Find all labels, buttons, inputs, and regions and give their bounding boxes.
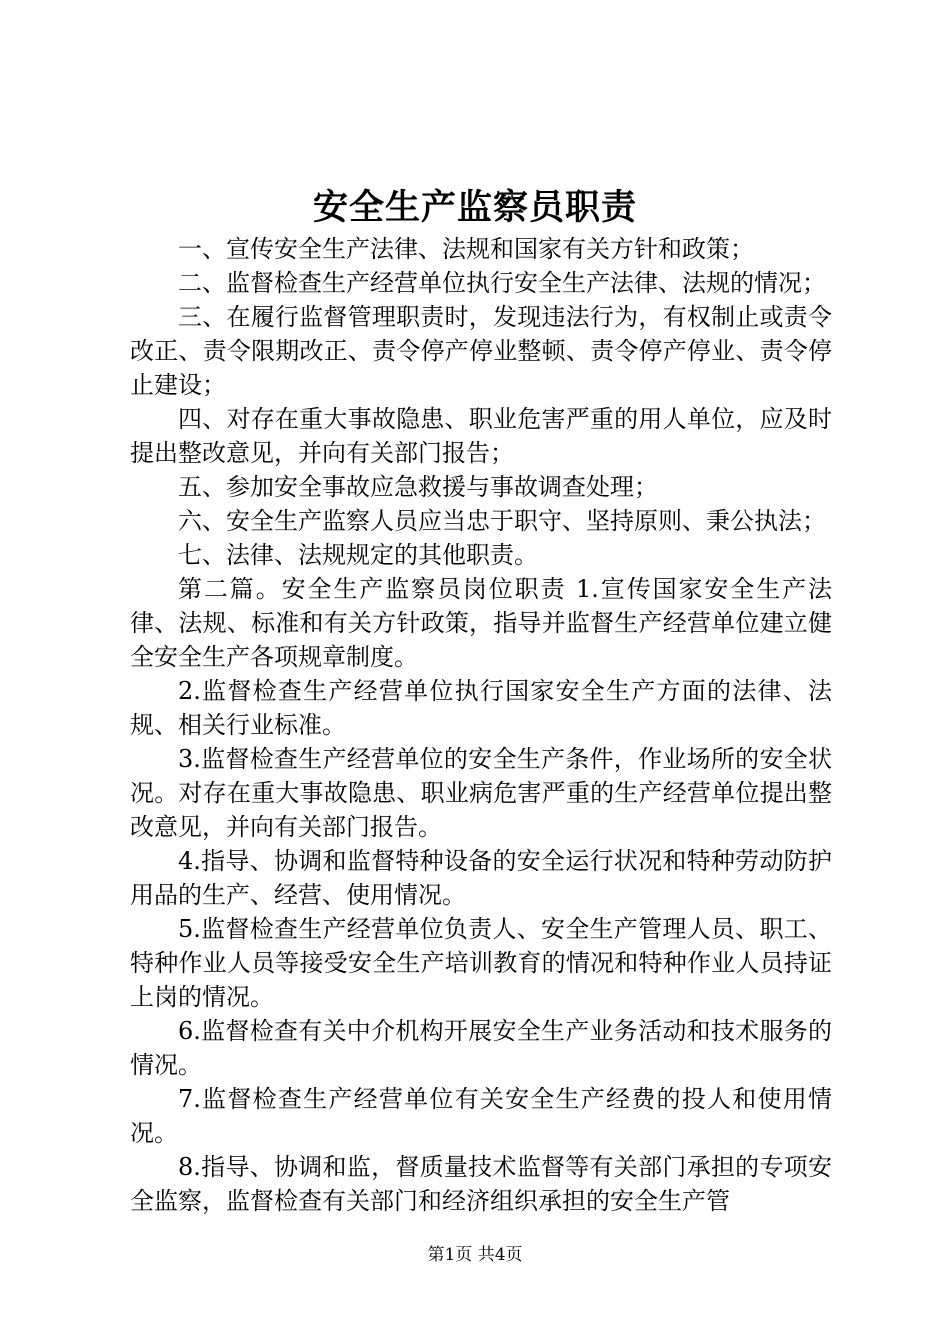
document-body bbox=[130, 232, 832, 1218]
document-title: 安全生产监察员职责 bbox=[312, 187, 637, 228]
page-footer: 第1页 共4页 bbox=[427, 1245, 523, 1265]
paragraph: 四、对存在重大事故隐患、职业危害严重的用人单位，应及时提出整改意见，并向有关部门报告； bbox=[130, 405, 832, 467]
paragraph: 6.监督检查有关中介机构开展安全生产业务活动和技术服务的情况。 bbox=[130, 1017, 832, 1079]
paragraph: 8.指导、协调和监，督质量技术监督等有关部门承担的专项安全监察，监督检查有关部门和经济组织承担的安全生产管 bbox=[130, 1153, 832, 1215]
paragraph: 六、安全生产监察人员应当忠于职守、坚持原则、秉公执法； bbox=[178, 507, 826, 535]
paragraph: 七、法律、法规规定的其他职责。 bbox=[178, 541, 538, 569]
paragraph: 第二篇。安全生产监察员岗位职责 1.宣传国家安全生产法律、法规、标准和有关方针政策，指导并监督生产经营单位建立健全安全生产各项规章制度。 bbox=[130, 575, 832, 671]
paragraph: 5.监督检查生产经营单位负责人、安全生产管理人员、职工、特种作业人员等接受安全生产培训教育的情况和特种作业人员持证上岗的情况。 bbox=[130, 915, 832, 1011]
paragraph: 3.监督检查生产经营单位的安全生产条件，作业场所的安全状况。对存在重大事故隐患、职业病危害严重的生产经营单位提出整改意见，并向有关部门报告。 bbox=[130, 745, 832, 841]
paragraph: 五、参加安全事故应急救援与事故调查处理； bbox=[178, 473, 658, 501]
paragraph: 三、在履行监督管理职责时，发现违法行为，有权制止或责令改正、责令限期改正、责令停产停业整顿、责令停产停业、责令停止建设； bbox=[130, 303, 832, 399]
paragraph: 二、监督检查生产经营单位执行安全生产法律、法规的情况； bbox=[178, 269, 826, 297]
paragraph: 2.监督检查生产经营单位执行国家安全生产方面的法律、法规、相关行业标准。 bbox=[130, 677, 832, 739]
paragraph: 4.指导、协调和监督特种设备的安全运行状况和特种劳动防护用品的生产、经营、使用情况。 bbox=[130, 847, 832, 909]
paragraph: 一、宣传安全生产法律、法规和国家有关方针和政策； bbox=[178, 235, 754, 263]
paragraph: 7.监督检查生产经营单位有关安全生产经费的投人和使用情况。 bbox=[130, 1085, 832, 1147]
